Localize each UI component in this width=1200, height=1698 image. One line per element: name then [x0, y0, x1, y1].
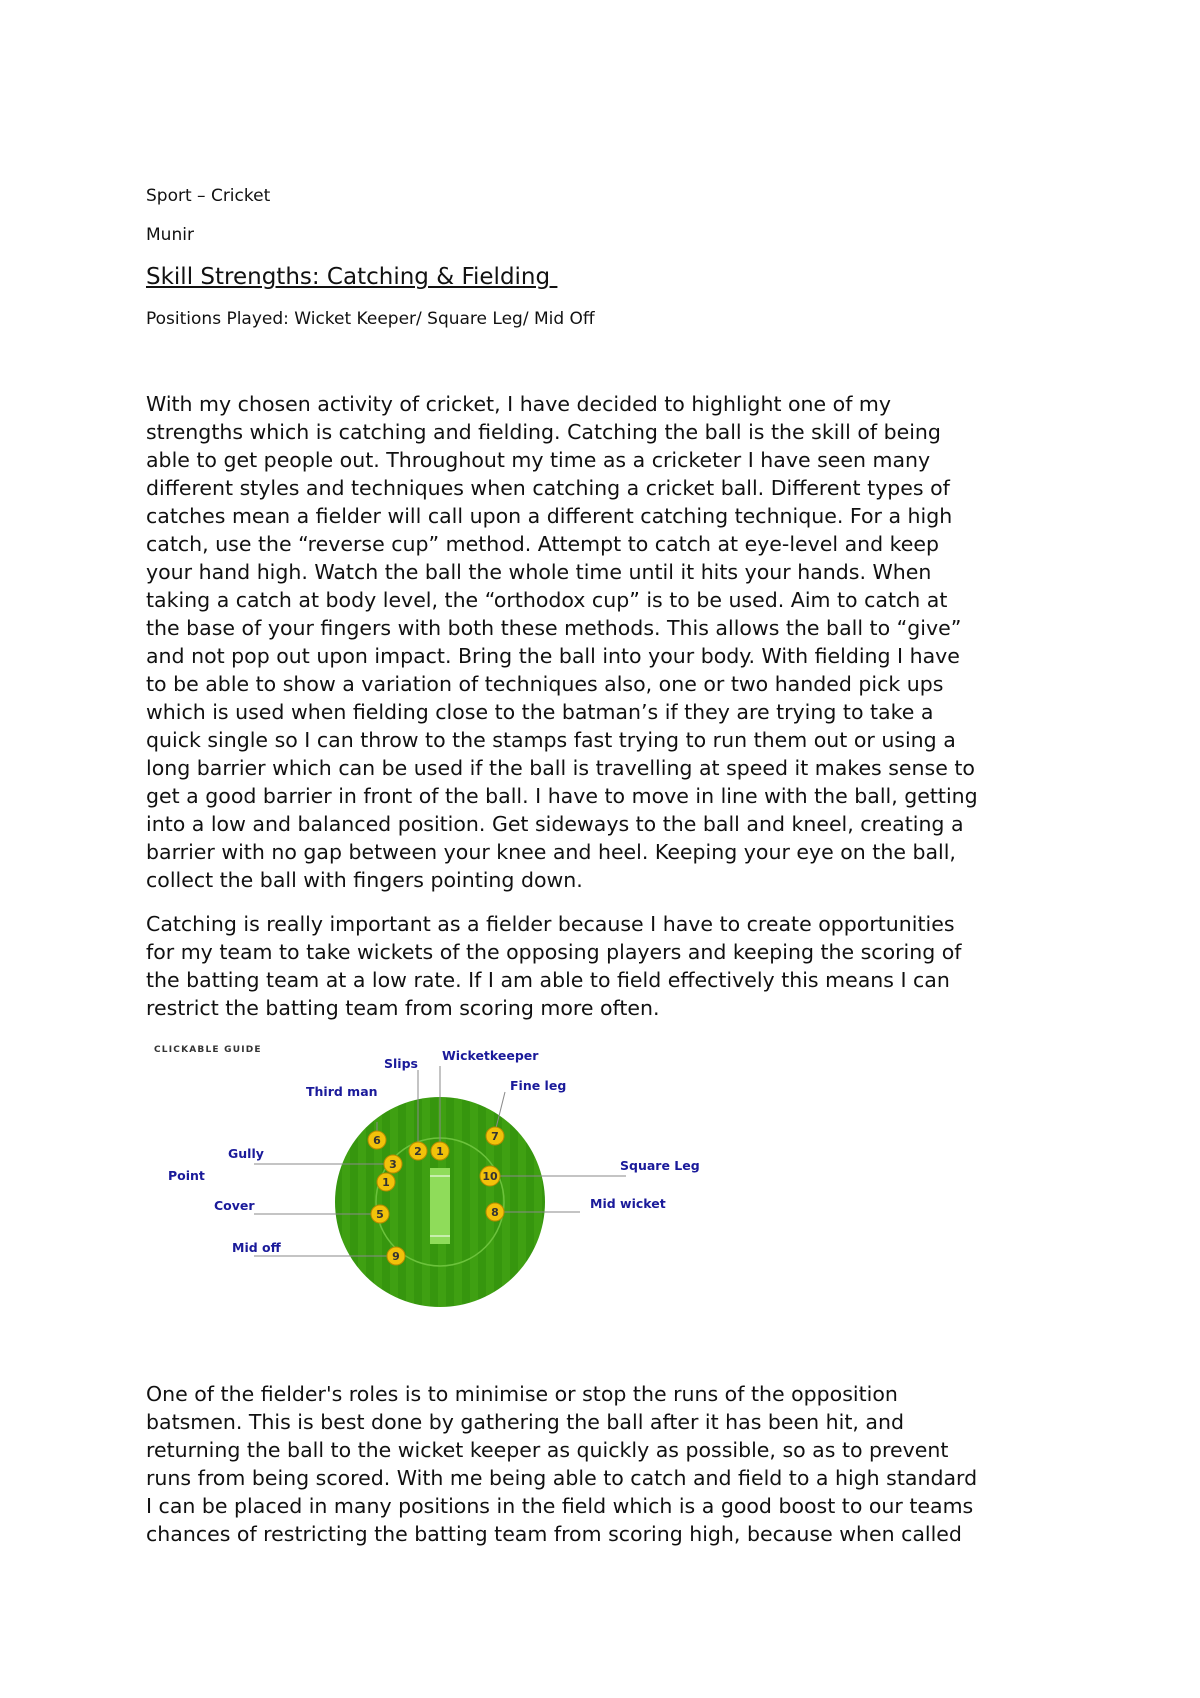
label-fine-leg[interactable]: Fine leg: [510, 1078, 567, 1093]
text-line: strengths which is catching and fielding. Catching the ball is the skill of being: [146, 420, 941, 444]
text-line: get a good barrier in front of the ball. I have to move in line with the ball, getting: [146, 784, 978, 808]
marker-fine-leg[interactable]: [486, 1127, 504, 1145]
paragraph-fielder-roles: [146, 1380, 1076, 1548]
marker-number: 5: [376, 1208, 384, 1221]
marker-number: 1: [436, 1145, 444, 1158]
text-line: long barrier which can be used if the ball is travelling at speed it makes sense to: [146, 756, 975, 780]
text-line: quick single so I can throw to the stamps fast trying to run them out or using a: [146, 728, 956, 752]
label-wicketkeeper[interactable]: Wicketkeeper: [442, 1048, 539, 1063]
marker-number: 9: [392, 1250, 400, 1263]
label-mid-wicket[interactable]: Mid wicket: [590, 1196, 666, 1211]
text-line: to be able to show a variation of techniques also, one or two handed pick ups: [146, 672, 944, 696]
text-line: chances of restricting the batting team from scoring high, because when called: [146, 1522, 962, 1546]
marker-point[interactable]: [377, 1173, 395, 1191]
marker-number: 1: [382, 1176, 390, 1189]
label-gully[interactable]: Gully: [228, 1146, 264, 1161]
text-line: which is used when fielding close to the batman’s if they are trying to take a: [146, 700, 934, 724]
label-slips[interactable]: Slips: [384, 1056, 418, 1071]
fielding-positions-diagram: [150, 1040, 710, 1320]
marker-mid-off[interactable]: [387, 1247, 405, 1265]
label-point[interactable]: Point: [168, 1168, 205, 1183]
pitch: [430, 1168, 450, 1244]
page-title: Skill Strengths: Catching & Fielding: [146, 264, 558, 290]
text-line: I can be placed in many positions in the field which is a good boost to our teams: [146, 1494, 974, 1518]
paragraph-importance: [146, 910, 1076, 1022]
text-line: for my team to take wickets of the opposing players and keeping the scoring of: [146, 940, 962, 964]
text-line: able to get people out. Throughout my time as a cricketer I have seen many: [146, 448, 931, 472]
text-line: the base of your fingers with both these methods. This allows the ball to “give”: [146, 616, 962, 640]
sport-line: Sport – Cricket: [146, 186, 271, 206]
paragraph-catching-fielding: [146, 390, 1076, 894]
text-line: batsmen. This is best done by gathering the ball after it has been hit, and: [146, 1410, 904, 1434]
text-line: catch, use the “reverse cup” method. Attempt to catch at eye-level and keep: [146, 532, 940, 556]
text-line: Catching is really important as a fielder because I have to create opportunities: [146, 912, 955, 936]
label-cover[interactable]: Cover: [214, 1198, 255, 1213]
text-line: taking a catch at body level, the “orthodox cup” is to be used. Aim to catch at: [146, 588, 948, 612]
text-line: different styles and techniques when catching a cricket ball. Different types of: [146, 476, 950, 500]
marker-gully[interactable]: [384, 1155, 402, 1173]
marker-mid-wicket[interactable]: [486, 1203, 504, 1221]
marker-number: 10: [482, 1170, 498, 1183]
text-line: your hand high. Watch the ball the whole time until it hits your hands. When: [146, 560, 932, 584]
label-mid-off[interactable]: Mid off: [232, 1240, 281, 1255]
text-line: returning the ball to the wicket keeper as quickly as possible, so as to prevent: [146, 1438, 949, 1462]
text-line: and not pop out upon impact. Bring the ball into your body. With fielding I have: [146, 644, 960, 668]
text-line: restrict the batting team from scoring more often.: [146, 996, 660, 1020]
text-line: One of the fielder's roles is to minimise or stop the runs of the opposition: [146, 1382, 898, 1406]
text-line: With my chosen activity of cricket, I have decided to highlight one of my: [146, 392, 892, 416]
positions-played: Positions Played: Wicket Keeper/ Square Leg/ Mid Off: [146, 309, 595, 329]
marker-number: 7: [491, 1130, 499, 1143]
text-line: collect the ball with fingers pointing down.: [146, 868, 583, 892]
guide-caption: CLICKABLE GUIDE: [154, 1045, 262, 1055]
marker-third-man[interactable]: [368, 1131, 386, 1149]
marker-wicketkeeper[interactable]: [431, 1142, 449, 1160]
marker-number: 6: [373, 1134, 381, 1147]
text-line: barrier with no gap between your knee and heel. Keeping your eye on the ball,: [146, 840, 956, 864]
field-svg: [150, 1040, 710, 1320]
marker-cover[interactable]: [371, 1205, 389, 1223]
label-square-leg[interactable]: Square Leg: [620, 1158, 700, 1173]
marker-number: 2: [414, 1145, 422, 1158]
text-line: runs from being scored. With me being able to catch and field to a high standard: [146, 1466, 978, 1490]
marker-number: 8: [491, 1206, 499, 1219]
marker-number: 3: [389, 1158, 397, 1171]
text-line: catches mean a fielder will call upon a different catching technique. For a high: [146, 504, 953, 528]
author-name: Munir: [146, 225, 194, 245]
marker-square-leg[interactable]: [480, 1166, 500, 1186]
label-third-man[interactable]: Third man: [306, 1084, 378, 1099]
text-line: the batting team at a low rate. If I am able to field effectively this means I can: [146, 968, 950, 992]
text-line: into a low and balanced position. Get sideways to the ball and kneel, creating a: [146, 812, 964, 836]
marker-slip[interactable]: [409, 1142, 427, 1160]
